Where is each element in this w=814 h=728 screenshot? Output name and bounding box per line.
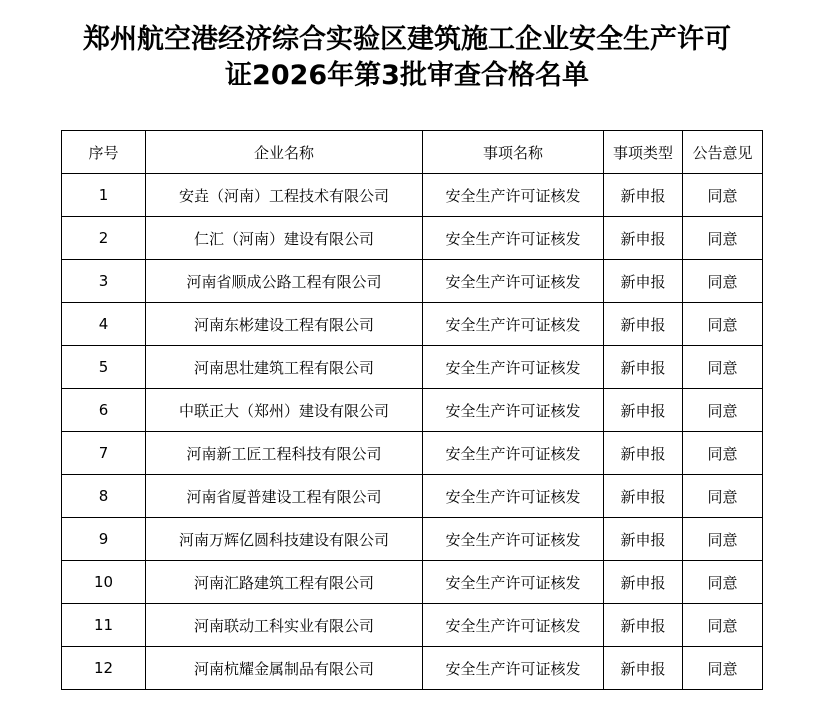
header-item-name: 事项名称 (423, 131, 604, 174)
table-row (62, 260, 763, 303)
table-row (62, 647, 763, 690)
cell-company-name: 河南万辉亿圆科技建设有限公司 (146, 518, 423, 561)
table-row (62, 217, 763, 260)
cell-item-type: 新申报 (604, 260, 683, 303)
cell-item-name: 安全生产许可证核发 (423, 475, 604, 518)
cell-opinion: 同意 (683, 346, 763, 389)
cell-company-name: 河南东彬建设工程有限公司 (146, 303, 423, 346)
cell-item-name: 安全生产许可证核发 (423, 518, 604, 561)
cell-serial-number: 8 (62, 475, 146, 518)
cell-opinion: 同意 (683, 647, 763, 690)
cell-company-name: 中联正大（郑州）建设有限公司 (146, 389, 423, 432)
cell-serial-number: 9 (62, 518, 146, 561)
cell-company-name: 河南汇路建筑工程有限公司 (146, 561, 423, 604)
cell-serial-number: 4 (62, 303, 146, 346)
table-row (62, 475, 763, 518)
cell-opinion: 同意 (683, 432, 763, 475)
cell-serial-number: 11 (62, 604, 146, 647)
table-row (62, 346, 763, 389)
cell-item-name: 安全生产许可证核发 (423, 561, 604, 604)
page-title-line-2: 证2026年第3批审查合格名单 (225, 60, 589, 91)
cell-opinion: 同意 (683, 475, 763, 518)
cell-company-name: 河南省顺成公路工程有限公司 (146, 260, 423, 303)
cell-company-name: 仁汇（河南）建设有限公司 (146, 217, 423, 260)
table-body (62, 174, 763, 690)
cell-company-name: 河南新工匠工程科技有限公司 (146, 432, 423, 475)
cell-serial-number: 7 (62, 432, 146, 475)
cell-serial-number: 1 (62, 174, 146, 217)
cell-opinion: 同意 (683, 518, 763, 561)
cell-opinion: 同意 (683, 604, 763, 647)
cell-company-name: 河南省厦普建设工程有限公司 (146, 475, 423, 518)
cell-opinion: 同意 (683, 260, 763, 303)
cell-item-type: 新申报 (604, 475, 683, 518)
cell-item-type: 新申报 (604, 174, 683, 217)
cell-serial-number: 12 (62, 647, 146, 690)
cell-item-name: 安全生产许可证核发 (423, 389, 604, 432)
cell-item-type: 新申报 (604, 346, 683, 389)
cell-item-name: 安全生产许可证核发 (423, 217, 604, 260)
approval-list-table (61, 130, 763, 690)
page-title (0, 22, 814, 94)
cell-company-name: 安垚（河南）工程技术有限公司 (146, 174, 423, 217)
cell-item-name: 安全生产许可证核发 (423, 303, 604, 346)
header-company-name: 企业名称 (146, 131, 423, 174)
cell-item-type: 新申报 (604, 604, 683, 647)
cell-item-name: 安全生产许可证核发 (423, 647, 604, 690)
table-row (62, 174, 763, 217)
cell-opinion: 同意 (683, 303, 763, 346)
cell-item-type: 新申报 (604, 432, 683, 475)
cell-item-type: 新申报 (604, 561, 683, 604)
header-item-type: 事项类型 (604, 131, 683, 174)
cell-company-name: 河南联动工科实业有限公司 (146, 604, 423, 647)
page-title-line-1: 郑州航空港经济综合实验区建筑施工企业安全生产许可 (83, 24, 731, 55)
table-row (62, 518, 763, 561)
cell-item-type: 新申报 (604, 389, 683, 432)
table-row (62, 389, 763, 432)
header-serial-number: 序号 (62, 131, 146, 174)
cell-item-type: 新申报 (604, 647, 683, 690)
cell-opinion: 同意 (683, 217, 763, 260)
cell-serial-number: 5 (62, 346, 146, 389)
cell-item-name: 安全生产许可证核发 (423, 432, 604, 475)
table-row (62, 432, 763, 475)
cell-serial-number: 6 (62, 389, 146, 432)
cell-item-type: 新申报 (604, 518, 683, 561)
cell-item-type: 新申报 (604, 217, 683, 260)
cell-item-type: 新申报 (604, 303, 683, 346)
cell-item-name: 安全生产许可证核发 (423, 260, 604, 303)
cell-item-name: 安全生产许可证核发 (423, 604, 604, 647)
table-row (62, 561, 763, 604)
cell-serial-number: 10 (62, 561, 146, 604)
table-row (62, 303, 763, 346)
cell-opinion: 同意 (683, 389, 763, 432)
cell-opinion: 同意 (683, 561, 763, 604)
cell-opinion: 同意 (683, 174, 763, 217)
table-header-row (62, 131, 763, 174)
cell-serial-number: 2 (62, 217, 146, 260)
cell-company-name: 河南思壮建筑工程有限公司 (146, 346, 423, 389)
table-row (62, 604, 763, 647)
cell-item-name: 安全生产许可证核发 (423, 346, 604, 389)
cell-company-name: 河南杭耀金属制品有限公司 (146, 647, 423, 690)
cell-item-name: 安全生产许可证核发 (423, 174, 604, 217)
cell-serial-number: 3 (62, 260, 146, 303)
header-announcement-opinion: 公告意见 (683, 131, 763, 174)
